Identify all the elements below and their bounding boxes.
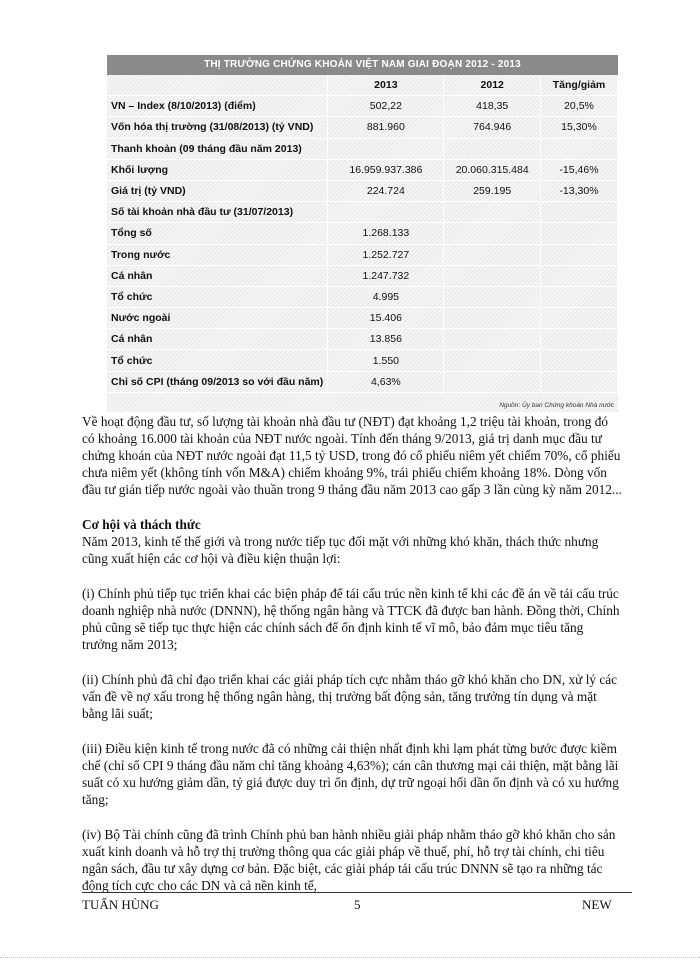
value-cell: 1.268.133 xyxy=(328,223,444,244)
bottom-edge xyxy=(0,957,700,958)
table-row xyxy=(107,223,618,244)
section-heading: Cơ hội và thách thức xyxy=(82,517,201,532)
value-cell: 20.060.315.484 xyxy=(444,159,541,180)
header-cell: Tăng/giảm xyxy=(540,75,617,96)
value-cell: 15.406 xyxy=(328,308,444,329)
value-cell xyxy=(540,308,617,329)
footer-author: TUẤN HÙNG xyxy=(82,897,159,912)
row-label-cell: Thanh khoản (09 tháng đầu năm 2013) xyxy=(107,138,328,159)
footer-label: NEW xyxy=(582,897,612,912)
row-label-cell: VN – Index (8/10/2013) (điểm) xyxy=(107,96,328,117)
row-label-cell: Nước ngoài xyxy=(107,308,328,329)
list-item-iv: (iv) Bộ Tài chính cũng đã trình Chính phủ ban hành nhiều giải pháp nhằm tháo gỡ khó khăn cho sản xuất kinh doanh và hỗ trợ thị trường thông qua các giải pháp về thuế, phí, hỗ trợ tài chính, chi tiêu ngân sách, đầu tư xây dựng cơ bản. Đặc biệt, các giải pháp tái cấu trúc DNNN sẽ tạo ra những tác động tích cực cho các DN và cả nền kinh tế, xyxy=(82,827,616,893)
list-item-iii: (iii) Điều kiện kinh tế trong nước đã có những cải thiện nhất định khi lạm phát từng bước được kiềm chế (chỉ số CPI 9 tháng đầu năm chỉ tăng khoảng 4,63%); cán cân thương mại cải thiện, mặt bằng lãi suất có xu hướng giảm dần, tỷ giá được duy trì ổn định, dự trữ ngoại hối dần ổn định và có xu hướng tăng; xyxy=(82,741,619,807)
table-row xyxy=(107,371,618,392)
row-label-cell: Chỉ số CPI (tháng 09/2013 so với đầu năm) xyxy=(107,371,328,392)
table-row xyxy=(107,265,618,286)
value-cell xyxy=(444,286,541,307)
table-row xyxy=(107,286,618,307)
footer-page-number: 5 xyxy=(354,897,361,912)
footer-divider xyxy=(82,892,632,893)
row-label-cell: Trong nước xyxy=(107,244,328,265)
paragraph-investment-activity: Về hoạt động đầu tư, số lượng tài khoản nhà đầu tư (NĐT) đạt khoảng 1,2 triệu tài khoản, trong đó có khoảng 16.000 tài khoản của NĐT nước ngoài. Tính đến tháng 9/2013, giá trị danh mục đầu tư chứng khoán của NĐT nước ngoài đạt 11,5 tỷ USD, trong đó cổ phiếu niêm yết chiếm 70%, cổ phiếu chưa niêm yết (không tính vốn M&A) chiếm khoảng 9%, trái phiếu chiếm khoảng 18%. Dòng vốn đầu tư gián tiếp nước ngoài vào thuần trong 9 tháng đầu năm 2013 cao gấp 3 lần cùng kỳ năm 2012... xyxy=(82,414,622,497)
value-cell: 224.724 xyxy=(328,180,444,201)
header-cell xyxy=(107,75,328,96)
value-cell xyxy=(444,202,541,223)
value-cell: 881.960 xyxy=(328,117,444,138)
value-cell xyxy=(540,202,617,223)
table-source-note: Nguồn: Ủy ban Chứng khoán Nhà nước xyxy=(499,402,614,409)
table-row xyxy=(107,308,618,329)
value-cell: 16.959.937.386 xyxy=(328,159,444,180)
value-cell: 1.252.727 xyxy=(328,244,444,265)
value-cell xyxy=(540,265,617,286)
table-header-row xyxy=(107,75,618,96)
row-label-cell: Giá trị (tỷ VND) xyxy=(107,180,328,201)
value-cell: 20,5% xyxy=(540,96,617,117)
value-cell xyxy=(540,138,617,159)
value-cell xyxy=(540,286,617,307)
stock-market-table-figure xyxy=(107,55,618,412)
value-cell: 259.195 xyxy=(444,180,541,201)
row-label-cell: Cá nhân xyxy=(107,329,328,350)
paragraph-intro: Năm 2013, kinh tế thế giới và trong nước tiếp tục đối mặt với những khó khăn, thách thức nhưng cũng xuất hiện các cơ hội và điều kiện thuận lợi: xyxy=(82,534,599,566)
value-cell xyxy=(540,350,617,371)
value-cell: 4,63% xyxy=(328,371,444,392)
value-cell xyxy=(444,244,541,265)
value-cell xyxy=(328,202,444,223)
table-row xyxy=(107,117,618,138)
value-cell xyxy=(444,265,541,286)
table-row xyxy=(107,159,618,180)
value-cell: 1.247.732 xyxy=(328,265,444,286)
value-cell: 418,35 xyxy=(444,96,541,117)
row-label-cell: Khối lượng xyxy=(107,159,328,180)
row-label-cell: Tổ chức xyxy=(107,286,328,307)
value-cell xyxy=(444,329,541,350)
value-cell xyxy=(328,138,444,159)
row-label-cell: Tổng số xyxy=(107,223,328,244)
value-cell xyxy=(444,138,541,159)
table-row xyxy=(107,202,618,223)
header-cell: 2013 xyxy=(328,75,444,96)
value-cell: 4.995 xyxy=(328,286,444,307)
value-cell xyxy=(540,329,617,350)
table-row xyxy=(107,244,618,265)
value-cell: 15,30% xyxy=(540,117,617,138)
row-label-cell: Cá nhân xyxy=(107,265,328,286)
value-cell xyxy=(540,244,617,265)
table-row xyxy=(107,138,618,159)
table-row xyxy=(107,350,618,371)
table-row xyxy=(107,180,618,201)
row-label-cell: Số tài khoản nhà đầu tư (31/07/2013) xyxy=(107,202,328,223)
list-item-ii: (ii) Chính phủ đã chỉ đạo triển khai các giải pháp tích cực nhằm tháo gỡ khó khăn cho DN, xử lý các vấn đề về nợ xấu trong hệ thống ngân hàng, thị trường bất động sản, tăng trưởng tín dụng và mặt bằng lãi suất; xyxy=(82,672,618,721)
value-cell xyxy=(444,371,541,392)
value-cell xyxy=(444,308,541,329)
value-cell xyxy=(540,371,617,392)
row-label-cell: Vốn hóa thị trường (31/08/2013) (tỷ VND) xyxy=(107,117,328,138)
header-cell: 2012 xyxy=(444,75,541,96)
value-cell xyxy=(444,350,541,371)
value-cell: -15,46% xyxy=(540,159,617,180)
list-item-i: (i) Chính phủ tiếp tục triển khai các biện pháp để tái cấu trúc nền kinh tế khi các đề án về tái cấu trúc doanh nghiệp nhà nước (DNNN), hệ thống ngân hàng và TTCK đã được ban hành. Đồng thời, Chính phủ cũng sẽ tiếp tục thực hiện các chính sách để ổn định kinh tế vĩ mô, bảo đảm mục tiêu tăng trưởng năm 2013; xyxy=(82,586,620,652)
value-cell: 764.946 xyxy=(444,117,541,138)
table-row xyxy=(107,96,618,117)
stock-market-table xyxy=(107,75,618,393)
value-cell xyxy=(444,223,541,244)
row-label-cell: Tổ chức xyxy=(107,350,328,371)
table-row xyxy=(107,329,618,350)
value-cell: 13.856 xyxy=(328,329,444,350)
value-cell: 502,22 xyxy=(328,96,444,117)
value-cell xyxy=(540,223,617,244)
value-cell: 1.550 xyxy=(328,350,444,371)
value-cell: -13,30% xyxy=(540,180,617,201)
table-title: THỊ TRƯỜNG CHỨNG KHOÁN VIỆT NAM GIAI ĐOẠN 2012 - 2013 xyxy=(107,55,618,75)
